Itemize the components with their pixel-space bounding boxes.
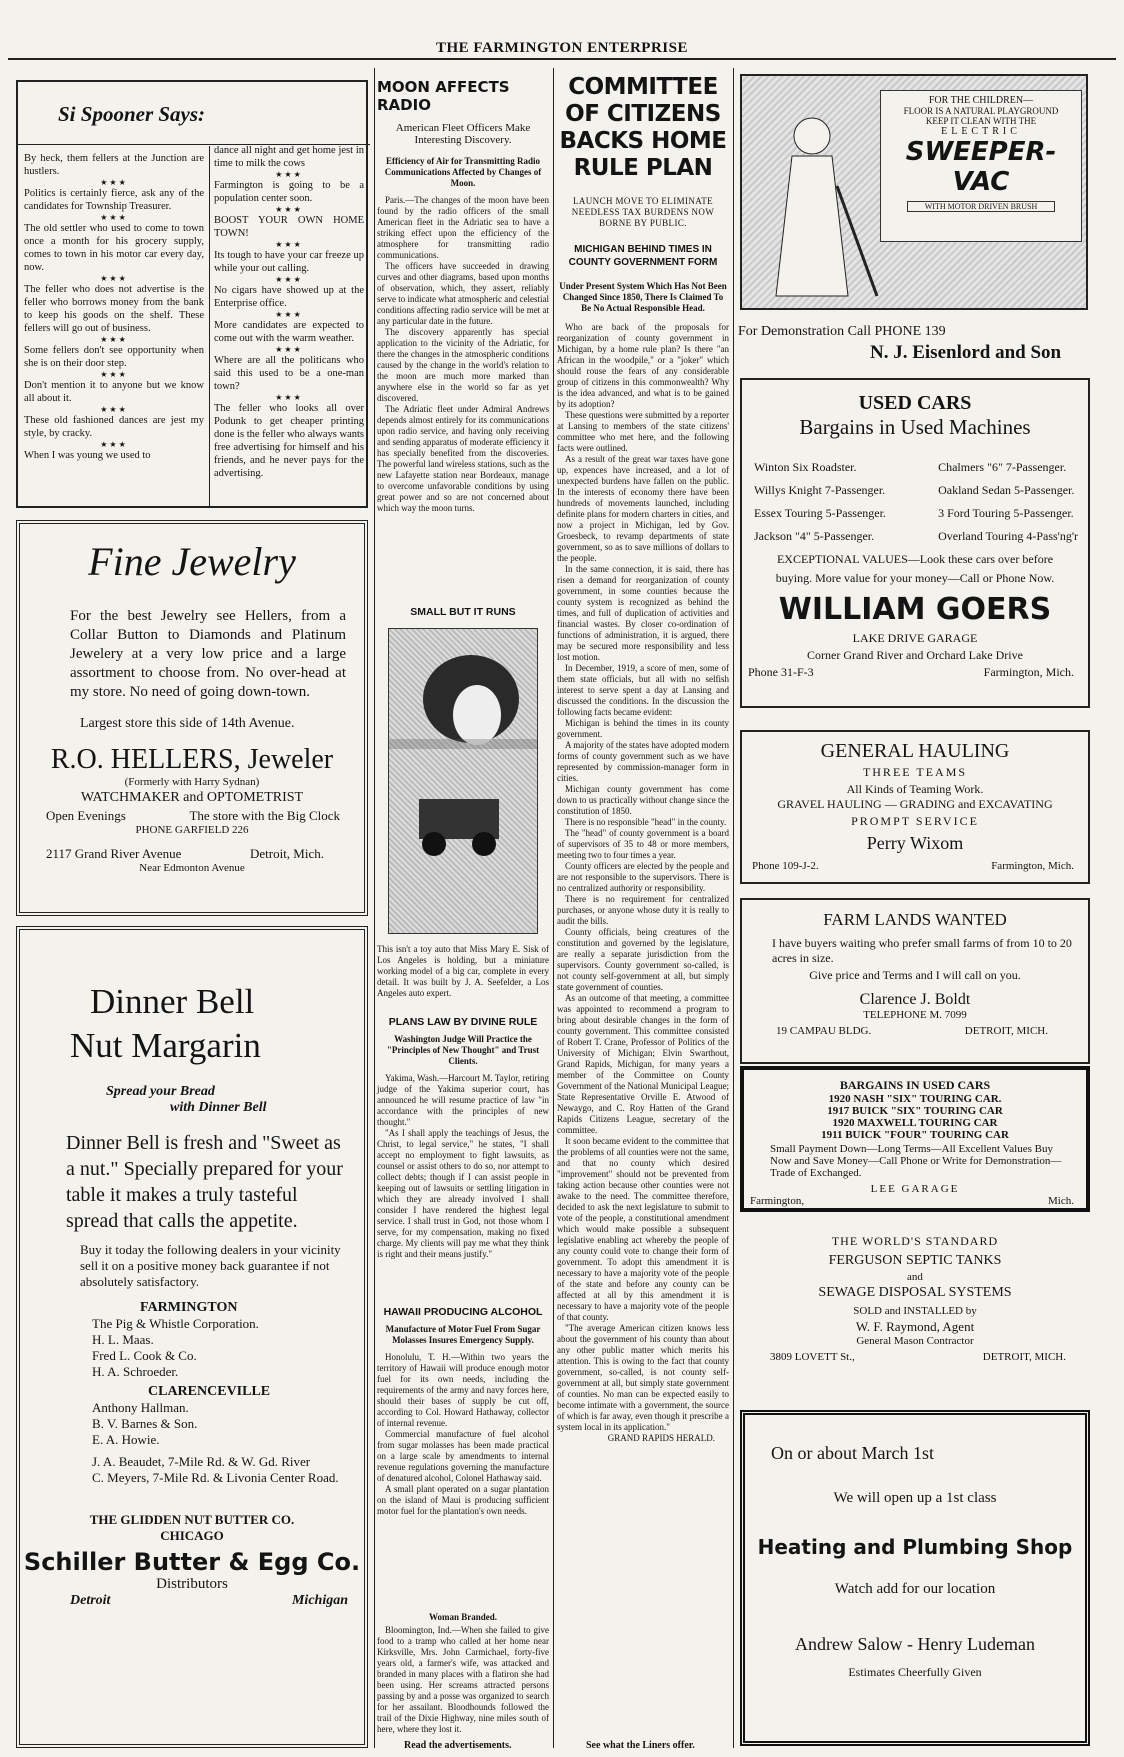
septic-agent: W. F. Raymond, Agent <box>855 1319 975 1334</box>
hauling-gravel: GRAVEL HAULING — GRADING and EXCAVATING <box>777 797 1053 811</box>
hawaii-article <box>377 1306 549 1517</box>
jewelry-name: R.O. HELLERS, Jeweler <box>50 744 334 775</box>
moon-article <box>377 78 549 514</box>
lee-car: 1920 MAXWELL TOURING CAR <box>832 1117 998 1129</box>
dinner-title-1: Dinner Bell <box>90 982 255 1021</box>
spooner-item: Where are all the politicans who said this used to be a one-man town? <box>214 355 364 392</box>
spooner-title: Si Spooner Says: <box>58 102 206 126</box>
committee-paragraph: As a result of the great war taxes have gone up, expences have increased, and a lot of unexpected burdens have fallen on the public. In the interests of economy there have been hundreds of movements launched, including definite plans for modern charters in cities, and now a project in Michigan, led by Gov. Groesbeck, to revamp departments of state government, so as to save millions of dollars to the people. <box>557 454 729 563</box>
moon-paragraph: The discovery apparently has special application to the vicinity of the Adriatic, for there the changes in the atmospheric conditions caused by the change in the world's relation to the moon are much more marked than anywhere else in the world so far as yet discovered. <box>377 327 549 403</box>
moon-headline: MOON AFFECTS RADIO <box>377 78 510 114</box>
spooner-col-1: By heck, them fellers at the Junction are hustlers. ★★★ Politics is certainly fierce, ask any of the candidates for Township Treasurer. ★★★ The old settler who used to come to town once a month for his grocery supply, comes to town in his motor car every day, now. ★★★ The feller who does not advertise is the feller who borrows money from the bank to keep his goods on the shelf. These fellers will go out of business. ★★★ Some fellers don't see opportunity when she is on their door step. ★★★ Don't mention it to anyone but we know all about it. ★★★ These old fashioned dances are jest my style, by cracky. ★★★ When I was young we used to <box>24 153 204 461</box>
used-car-item: Essex Touring 5-Passenger. <box>754 506 886 520</box>
used-cars-name: WILLIAM GOERS <box>778 592 1052 627</box>
hauling-ad <box>740 730 1090 884</box>
committee-paragraph: It soon became evident to the committee that the problems of all counties were not the same, and that no county which desired "improvement" should not be prevented from taking action because other counties were not awake to the need. The committee therefore, decided to ask the next legislature to submit to vote of the people, a constitutional amendment which would make possible a subsequent legislative enabling act whereby the people of any county could vote to change their form of government. To adopt this amendment it is necessary to have a majority vote of the people of the state and before any county can be affected at all by this amendment it is necessary to have a majority vote of the people of that county. <box>557 1136 729 1322</box>
dealer: Fred L. Cook & Co. <box>92 1348 197 1363</box>
farmlands-ad <box>740 898 1090 1064</box>
woman-article <box>377 1612 549 1735</box>
farmlands-city: DETROIT, MICH. <box>964 1025 1048 1037</box>
woman-with-sweeper-icon <box>752 96 882 306</box>
committee-paragraph: Michigan county government has come down to us practically without change since the constitution of 1850. <box>557 784 729 816</box>
committee-deck-1: LAUNCH MOVE TO ELIMINATE NEEDLESS TAX BURDENS NOW BORNE BY PUBLIC. <box>571 196 715 228</box>
column-rule <box>374 68 375 1748</box>
jewelry-city: Detroit, Mich. <box>249 846 324 861</box>
heating-line-2: We will open up a 1st class <box>833 1490 997 1506</box>
dealer: Anthony Hallman. <box>92 1400 189 1415</box>
spooner-item: No cigars have showed up at the Enterprise office. <box>214 285 364 309</box>
hawaii-deck: Manufacture of Motor Fuel From Sugar Molasses Insures Emergency Supply. <box>385 1324 541 1345</box>
sweeper-brand-top: ELECTRIC <box>941 126 1021 137</box>
moon-deck: Efficiency of Air for Transmitting Radio Communications Affected by Changes of Moon. <box>384 156 542 188</box>
committee-paragraph: Michigan is behind the times in its county government. <box>557 718 729 739</box>
sweeper-demo: For Demonstration Call PHONE 139 <box>738 324 946 339</box>
dinner-slogan-1: Spread your Bread <box>106 1084 215 1099</box>
committee-deck-2: MICHIGAN BEHIND TIMES IN COUNTY GOVERNMENT FORM <box>568 244 718 268</box>
jewelry-ad <box>16 520 368 916</box>
septic-sold: SOLD and INSTALLED by <box>853 1305 977 1317</box>
heating-line-4: Watch add for our location <box>834 1581 996 1597</box>
used-cars-phone: Phone 31-F-3 <box>748 665 814 679</box>
spooner-item: Don't mention it to anyone but we know all about it. <box>24 380 204 404</box>
woman-text: Bloomington, Ind.—When she failed to give food to a tramp who called at her home near Kirksville, Mrs. John Carmichael, forty-five years old, a farmer's wife, was attacked and branded in many places with a flatiron she had been using. Her screams attracted persons passing by and a posse was organized to search for her assailant. Bloodhounds followed the trail of the Dixie Highway, nine miles south of here, where they lost it. <box>377 1625 549 1734</box>
septic-city: DETROIT, MICH. <box>982 1351 1066 1363</box>
spooner-item: When I was young we used to <box>24 450 151 461</box>
moon-paragraph: The officers have succeeded in drawing curves and other diagrams, based upon months of observation, which, they assert, reliably serve to indicate what atmospheric and celestial conditions affecting radio service will be met at any particular date in the future. <box>377 261 549 326</box>
farmlands-body-2: Give price and Terms and I will call on you. <box>809 968 1021 982</box>
lee-car: 1920 NASH "SIX" TOURING CAR. <box>828 1093 1002 1105</box>
sweeper-demo-row <box>738 324 1086 340</box>
hauling-phone: Phone 109-J-2. <box>752 860 819 872</box>
spooner-item: The old settler who used to come to town once a month for his grocery supply, comes to town in his motor car every day, now. <box>24 223 204 273</box>
septic-addr: 3809 LOVETT St., <box>770 1351 855 1363</box>
committee-paragraph: As an outcome of that meeting, a committee was appointed to recommend a program to bring about desirable changes in the form of county government. This committee consisted of Robert T. Crane, Professor of Politics of the University of Michigan; Elvin Swarthout, Grand Rapids, Michigan, for many years a member of the Committee on County Government of the National Municipal League; State Representative Orville E. Atwood of Newaygo, and C. Roy Hatten of the Grand Rapids Citizens League, secretary of the committee. <box>557 993 729 1135</box>
dealer: B. V. Barnes & Son. <box>92 1416 198 1431</box>
used-cars-garage: LAKE DRIVE GARAGE <box>852 631 978 645</box>
lee-terms: Small Payment Down—Long Terms—All Excellent Values Buy Now and Save Money—Call Phone or Write for Demonstration—Trade of Exchanged. <box>770 1143 1062 1179</box>
small-runs-headline: SMALL BUT IT RUNS <box>410 606 516 618</box>
masthead: THE FARMINGTON ENTERPRISE <box>436 40 688 56</box>
heating-line-3: Heating and Plumbing Shop <box>757 1535 1073 1559</box>
sweeper-panel <box>880 90 1082 242</box>
committee-paragraph: These questions were submitted by a reporter at Lansing to members of the state citizens' committee who met here, and the following facts were outlined. <box>557 410 729 453</box>
dealer: J. A. Beaudet, 7-Mile Rd. & W. Gd. River <box>92 1454 311 1469</box>
committee-paragraph: The "head" of county government is a board of supervisors of 35 to 48 or more members, meeting two to four times a year. <box>557 828 729 860</box>
heating-names: Andrew Salow - Henry Ludeman <box>795 1634 1035 1654</box>
septic-ad <box>740 1216 1090 1396</box>
jewelry-phone: PHONE GARFIELD 226 <box>135 824 249 836</box>
sweeper-brand: SWEEPER-VAC <box>905 137 1057 197</box>
lee-car: 1917 BUICK "SIX" TOURING CAR <box>827 1105 1003 1117</box>
divine-paragraph: Yakima, Wash.—Harcourt M. Taylor, retiring judge of the Yakima superior court, has announced he will resume practice of law "in accordance with the principles of new thought." <box>377 1073 549 1127</box>
dinner-body: Dinner Bell is fresh and "Sweet as a nut." Specially prepared for your table it makes a truly tasteful spread that calls the appetite. <box>66 1132 343 1232</box>
septic-and: and <box>907 1271 923 1283</box>
jewelry-body: For the best Jewelry see Hellers, from a Collar Button to Diamonds and Platinum Jewelery at a very low price and a large assortment to choose from. No over-head at my store. No need of going down-town. <box>70 608 346 700</box>
used-car-item: Jackson "4" 5-Passenger. <box>754 529 875 543</box>
spooner-col-2: dance all night and get home jest in time to milk the cows ★★★ Farmington is going to be a population center soon. ★★★ BOOST YOUR OWN HOME TOWN! ★★★ Its tough to have your car freeze up while your out calling. ★★★ No cigars have showed up at the Enterprise office. ★★★ More candidates are expected to come out with the warm weather. ★★★ Where are all the politicans who said this used to be a one-man town? ★★★ The feller who looks all over Podunk to get cheaper printing done is the feller who always wants free advertising for himself and his friends, and he never pays for the advertising. <box>214 145 364 479</box>
divider <box>209 146 210 506</box>
dinner-bell-ad <box>16 926 368 1748</box>
jewelry-address: 2117 Grand River Avenue <box>46 846 182 861</box>
hawaii-paragraph: Honolulu, T. H.—Within two years the territory of Hawaii will produce enough motor fuel for its own needs, including the requirements of the army and navy forces here, should their bases of supply be cut off, according to Col. Howard Hathaway, collector of internal revenue. <box>377 1352 549 1428</box>
used-car-item: Overland Touring 4-Pass'ng'r <box>938 529 1078 543</box>
jewelry-largest: Largest store this side of 14th Avenue. <box>80 716 295 731</box>
hauling-prompt: PROMPT SERVICE <box>851 814 979 828</box>
used-car-item: Winton Six Roadster. <box>754 460 857 474</box>
sweeper-vac-illustration <box>740 74 1088 310</box>
toy-auto-photo <box>388 628 538 934</box>
hauling-city: Farmington, Mich. <box>991 860 1074 872</box>
spooner-item: By heck, them fellers at the Junction are hustlers. <box>24 153 204 177</box>
heating-estimates: Estimates Cheerfully Given <box>848 1665 982 1679</box>
farmlands-title: FARM LANDS WANTED <box>823 910 1007 929</box>
heating-line-1: On or about March 1st <box>771 1443 934 1463</box>
sweeper-brand-sub: WITH MOTOR DRIVEN BRUSH <box>907 201 1055 212</box>
hawaii-paragraph: A small plant operated on a sugar plantation on the island of Maui is producing sufficient motor fuel for the plantation's own needs. <box>377 1484 549 1516</box>
used-cars-subtitle: Bargains in Used Machines <box>799 415 1031 439</box>
jewelry-formerly: (Formerly with Harry Sydnan) <box>124 776 260 788</box>
masthead-rule <box>8 58 1116 60</box>
dealer: H. A. Schroeder. <box>92 1364 179 1379</box>
committee-paragraph: In the same connection, it is said, there has risen a demand for reorganization of county government, in some counties because the county system is recognized as behind the times, and full of duplication of activities and financial wastes. By closer co-ordination of functions of administration, it is argued, there may be secured more responsibility and less lost motion. <box>557 564 729 662</box>
dinner-chicago: CHICAGO <box>160 1528 224 1543</box>
moon-sub: American Fleet Officers Make Interesting Discovery. <box>395 122 531 146</box>
divine-deck: Washington Judge Will Practice the "Principles of New Thought" and Trust Clients. <box>386 1034 540 1066</box>
hauling-all: All Kinds of Teaming Work. <box>846 782 984 796</box>
hawaii-paragraph: Commercial manufacture of fuel alcohol from sugar molasses has been made practical on a large scale by amendments to internal revenue regulations governing the manufacture of denatured alcohol, Colonel Hathaway said. <box>377 1429 549 1483</box>
used-cars-ad <box>740 378 1090 708</box>
spooner-box <box>16 80 368 508</box>
used-cars-corner: Corner Grand River and Orchard Lake Drive <box>807 648 1023 662</box>
dinner-schiller: Schiller Butter & Egg Co. <box>23 1548 361 1576</box>
jewelry-role: WATCHMAKER and OPTOMETRIST <box>80 790 304 805</box>
dinner-glidden: THE GLIDDEN NUT BUTTER CO. <box>89 1512 295 1527</box>
committee-paragraph: County officers are elected by the people and are not responsible to the supervisors. There is no centralized authority or responsibility. <box>557 861 729 893</box>
lee-garage: LEE GARAGE <box>870 1183 960 1195</box>
sweeper-line-1: FOR THE CHILDREN— <box>928 95 1034 106</box>
committee-headline: COMMITTEE OF CITIZENS BACKS HOME RULE PLAN <box>559 74 727 181</box>
lee-city-2: Mich. <box>1048 1195 1074 1207</box>
column-rule <box>553 68 554 1748</box>
lee-garage-ad <box>740 1066 1090 1212</box>
used-car-item: 3 Ford Touring 5-Passenger. <box>938 506 1074 520</box>
committee-source: GRAND RAPIDS HERALD. <box>607 1433 715 1443</box>
used-cars-city: Farmington, Mich. <box>983 665 1074 679</box>
septic-sewage: SEWAGE DISPOSAL SYSTEMS <box>818 1285 1012 1300</box>
used-car-item: Oakland Sedan 5-Passenger. <box>938 483 1075 497</box>
used-car-item: Willys Knight 7-Passenger. <box>754 483 886 497</box>
spooner-item: These old fashioned dances are jest my style, by cracky. <box>24 415 204 439</box>
farmlands-tel: TELEPHONE M. 7099 <box>863 1009 967 1021</box>
moon-paragraph: Paris.—The changes of the moon have been found by the radio officers of the small American fleet in the Adriatic sea to have a striking effect upon the efficiency of the atmosphere for transmitting radio communications. <box>377 195 549 260</box>
septic-name: FERGUSON SEPTIC TANKS <box>828 1253 1002 1268</box>
spooner-item: The feller who does not advertise is the feller who borrows money from the bank to keep his goods on the shelf. These fellers will go out of business. <box>24 284 204 334</box>
used-car-item: Chalmers "6" 7-Passenger. <box>938 460 1067 474</box>
divine-headline: PLANS LAW BY DIVINE RULE <box>388 1016 538 1028</box>
dealer: H. L. Maas. <box>92 1332 154 1347</box>
dinner-title-2: Nut Margarin <box>70 1026 261 1065</box>
committee-article <box>557 74 729 1444</box>
used-cars-buying: buying. More value for your money—Call or Phone Now. <box>775 571 1055 585</box>
photo-illustration <box>389 629 537 933</box>
used-cars-title: USED CARS <box>858 392 972 414</box>
hawaii-headline: HAWAII PRODUCING ALCOHOL <box>383 1306 543 1318</box>
dealer: The Pig & Whistle Corporation. <box>92 1316 259 1331</box>
dinner-michigan: Michigan <box>291 1593 348 1608</box>
dinner-buy: Buy it today the following dealers in your vicinity sell it on a positive money back guarantee if not absolutely satisfactory. <box>80 1242 341 1289</box>
dinner-detroit: Detroit <box>70 1593 111 1608</box>
jewelry-near: Near Edmonton Avenue <box>139 862 245 874</box>
septic-general: General Mason Contractor <box>856 1335 974 1347</box>
spooner-item: The feller who looks all over Podunk to get cheaper printing done is the feller who always wants free advertising for himself and his friends, and he never pays for the advertising. <box>214 403 364 479</box>
dinner-clar-head: CLARENCEVILLE <box>148 1384 271 1399</box>
spooner-item: Its tough to have your car freeze up while your out calling. <box>214 250 364 274</box>
dealer: E. A. Howie. <box>92 1432 160 1447</box>
committee-paragraph: A majority of the states have adopted modern forms of county government such as we have represented by commission-manager form in cities. <box>557 740 729 783</box>
column-rule <box>733 68 734 1748</box>
small-runs-caption: This isn't a toy auto that Miss Mary E. Sisk of Los Angeles is holding, but a miniature working model of a big car, complete in every detail. It was built by J. A. Seefelder, a Los Angeles auto expert. <box>377 944 549 998</box>
hauling-name: Perry Wixom <box>866 833 964 853</box>
footer-see: See what the Liners offer. <box>586 1740 695 1751</box>
septic-title: THE WORLD'S STANDARD <box>831 1234 999 1248</box>
spooner-item: More candidates are expected to come out with the warm weather. <box>214 320 364 344</box>
dinner-farm-head: FARMINGTON <box>140 1300 238 1315</box>
spooner-item: Politics is certainly fierce, ask any of the candidates for Township Treasurer. <box>24 188 204 212</box>
heating-ad <box>740 1410 1090 1746</box>
committee-deck-3: Under Present System Which Has Not Been Changed Since 1850, There Is Claimed To Be No Actual Responsible Head. <box>559 281 727 313</box>
sweeper-line-2: FLOOR IS A NATURAL PLAYGROUND <box>903 106 1059 116</box>
lee-car: 1911 BUICK "FOUR" TOURING CAR <box>821 1129 1009 1141</box>
woman-headline: Woman Branded. <box>428 1612 497 1622</box>
dinner-distributors: Distributors <box>156 1576 228 1592</box>
committee-paragraph: County officials, being creatures of the constitution and governed by the legislature, are really a separate jurisdiction from the supervisors. County government so-called, is not county self-government at all, but simply state government of counties. <box>557 927 729 992</box>
spooner-item: dance all night and get home jest in time to milk the cows <box>214 145 364 169</box>
committee-paragraph: "The average American citizen knows less about the government of his county than about any other public matter which merits his attention. This is owing to the fact that county government, so-called, is not county self-government at all, but simply state government of counties. No man can be expected easily to become intimate with a government, the source of which is far away, even though it prescribe a system local in its application." <box>557 1323 729 1432</box>
lee-city-1: Farmington, <box>750 1195 805 1207</box>
jewelry-store: The store with the Big Clock <box>189 808 340 823</box>
farmlands-body-1: I have buyers waiting who prefer small farms of from 10 to 20 acres in size. <box>772 936 1072 965</box>
used-cars-exceptional: EXCEPTIONAL VALUES—Look these cars over before <box>776 552 1054 566</box>
sweeper-seller: N. J. Eisenlord and Son <box>870 342 1062 363</box>
hauling-teams: THREE TEAMS <box>862 765 968 779</box>
footer-read: Read the advertisements. <box>404 1740 512 1751</box>
spooner-item: Some fellers don't see opportunity when she is on their door step. <box>24 345 204 369</box>
committee-paragraph: There is no responsible "head" in the county. <box>565 817 727 827</box>
jewelry-open: Open Evenings <box>46 808 126 823</box>
divine-article <box>377 1016 549 1260</box>
divine-paragraph: "As I shall apply the teachings of Jesus, the Christ, to legal service," he states, "I shall accept no employment to fight lawsuits, as counsel or assist others to do so, nor attempt to collect debts; though if I can assist people in keeping out of lawsuits or settling litigation in which they are already involved I shall consider I have rendered the highest legal service. I shall trust in God, not those whom I serve, for my compensation, making no fixed charge. My clients will pay me what they think is right and their means justify." <box>377 1128 549 1259</box>
hauling-title: GENERAL HAULING <box>820 740 1010 762</box>
lee-title: BARGAINS IN USED CARS <box>839 1078 991 1092</box>
committee-paragraph: In December, 1919, a score of men, some of them state officials, but all with no selfish interest to serve spent a day at Lansing and discussed the conditions. In the discussion the following facts became evident: <box>557 663 729 717</box>
spooner-item: Farmington is going to be a population center soon. <box>214 180 364 204</box>
committee-paragraph: There is no requirement for centralized purchases, or anyone whose duty it is really to audit the bills. <box>557 894 729 926</box>
dealer: C. Meyers, 7-Mile Rd. & Livonia Center Road. <box>92 1470 339 1485</box>
farmlands-name: Clarence J. Boldt <box>859 991 971 1008</box>
committee-paragraph: Who are back of the proposals for reorganization of county government in Michigan, by a home rule plan? Is there "an African in the woodpile," or a "joker" which should rouse the fears of any considerable group of citizens in this commonwealth? Why is the idea advanced, and what is to be gained by its adoption? <box>557 322 729 409</box>
dinner-slogan-2: with Dinner Bell <box>170 1100 267 1115</box>
moon-paragraph: The Adriatic fleet under Admiral Andrews depends almost entirely for its communications upon radio service, and having only receiving and sending apparatus of moderate efficiency it has specially benefited from the discoveries. The powerful land wireless stations, such as the new Lafayette station near Bordeaux, manage to overcome unfavorable conditions by using great power and so are not concerned about which way the moon turns. <box>377 404 549 513</box>
sweeper-line-3: KEEP IT CLEAN WITH THE <box>925 116 1037 126</box>
jewelry-title: Fine Jewelry <box>88 539 296 584</box>
spooner-item: BOOST YOUR OWN HOME TOWN! <box>214 215 364 239</box>
farmlands-bldg: 19 CAMPAU BLDG. <box>776 1025 872 1037</box>
